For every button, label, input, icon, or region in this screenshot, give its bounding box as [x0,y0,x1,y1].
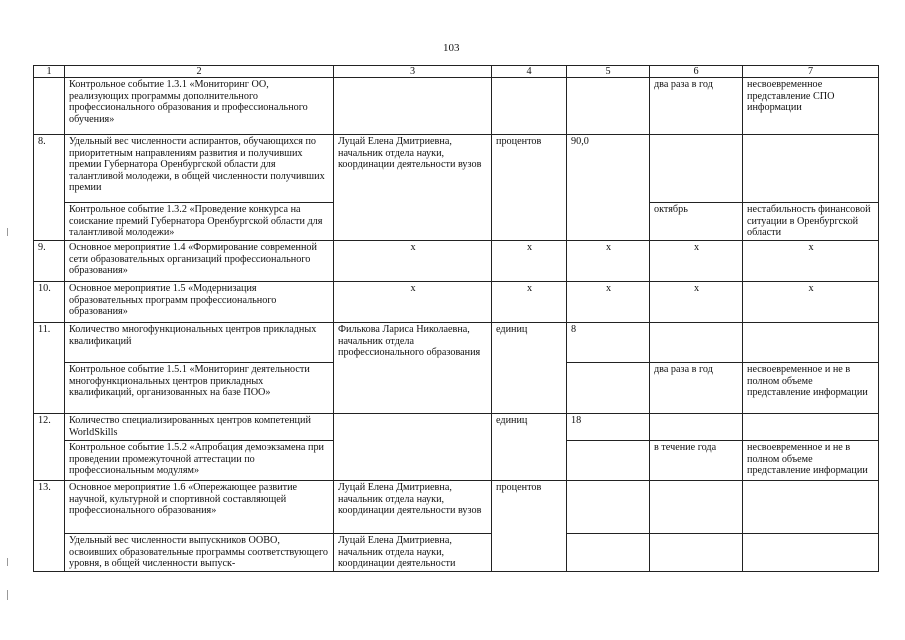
responsible-cell: Луцай Елена Дмитриевна, начальник отдела науки, координации деятельности вузов [334,481,492,534]
column-header: 4 [492,66,567,78]
indicator-text: Основное мероприятие 1.4 «Формирование современной сети образовательных организаций профессионального образования» [65,241,334,282]
row-number: 13. [34,481,65,572]
column-header: 5 [567,66,650,78]
na-mark: x [492,241,567,282]
period-cell [650,135,743,203]
risk-cell: несвоевременное представление СПО информации [743,78,879,135]
table-row [34,282,879,323]
period-cell: два раза в год [650,363,743,414]
value-cell [567,534,650,572]
value-cell [567,441,650,481]
risk-cell [743,323,879,363]
table-row [34,414,879,441]
control-event-text: Контрольное событие 1.5.1 «Мониторинг деятельности многофункциональных центров прикладных квалификаций, организованных на базе ПОО» [65,363,334,414]
indicator-text: Основное мероприятие 1.5 «Модернизация образовательных программ профессионального образования» [65,282,334,323]
column-header: 7 [743,66,879,78]
na-mark: x [743,241,879,282]
value-cell [567,363,650,414]
column-header: 2 [65,66,334,78]
row-number [34,78,65,135]
value-cell [567,78,650,135]
row-number: 11. [34,323,65,414]
period-cell [650,323,743,363]
table-row [34,135,879,203]
responsible-cell [334,78,492,135]
na-mark: x [567,241,650,282]
value-cell: 90,0 [567,135,650,241]
unit-cell: процентов [492,135,567,241]
period-cell: октябрь [650,203,743,241]
unit-cell: единиц [492,414,567,481]
period-cell: в течение года [650,441,743,481]
na-mark: x [650,241,743,282]
responsible-cell [334,414,492,481]
control-event-text: Контрольное событие 1.3.1 «Мониторинг ОО, реализующих программы дополнительного профессионального образования и профессионального обучения» [65,78,334,135]
column-header: 1 [34,66,65,78]
indicator-text: Удельный вес численности аспирантов, обучающихся по приоритетным направлениям развития и получивших премии Губернатора Оренбургской области для талантливой молодежи, в общей численности получивших премии [65,135,334,203]
na-mark: x [650,282,743,323]
unit-cell: единиц [492,323,567,414]
period-cell: два раза в год [650,78,743,135]
monitoring-table [33,65,879,572]
period-cell [650,414,743,441]
responsible-cell: Луцай Елена Дмитриевна, начальник отдела науки, координации деятельности [334,534,492,572]
unit-cell [492,78,567,135]
indicator-text: Основное мероприятие 1.6 «Опережающее развитие научной, культурной и спортивной составляющей профессионального образования» [65,481,334,534]
column-header: 3 [334,66,492,78]
table-row [34,78,879,135]
risk-cell [743,135,879,203]
risk-cell: нестабильность финансовой ситуации в Оренбургской области [743,203,879,241]
table-row [34,323,879,363]
value-cell: 8 [567,323,650,363]
scan-margin-mark [7,558,8,566]
indicator-text: Удельный вес численности выпускников ООВО, освоивших образовательные программы соответствующего уровня, в общей численности выпуск- [65,534,334,572]
header-row [34,66,879,78]
table-row [34,534,879,572]
responsible-cell: Филькова Лариса Николаевна, начальник отдела профессионального образования [334,323,492,414]
row-number: 9. [34,241,65,282]
value-cell: 18 [567,414,650,441]
na-mark: x [334,241,492,282]
risk-cell: несвоевременное и не в полном объеме представление информации [743,363,879,414]
period-cell [650,534,743,572]
indicator-text: Количество специализированных центров компетенций WorldSkills [65,414,334,441]
table-row [34,241,879,282]
row-number: 12. [34,414,65,481]
na-mark: x [334,282,492,323]
scan-margin-mark [7,590,8,600]
responsible-cell: Луцай Елена Дмитриевна, начальник отдела науки, координации деятельности вузов [334,135,492,241]
unit-cell: процентов [492,481,567,572]
risk-cell [743,414,879,441]
row-number: 8. [34,135,65,241]
control-event-text: Контрольное событие 1.3.2 «Проведение конкурса на соискание премий Губернатора Оренбургской области для талантливой молодежи» [65,203,334,241]
period-cell [650,481,743,534]
risk-cell [743,534,879,572]
row-number: 10. [34,282,65,323]
value-cell [567,481,650,534]
na-mark: x [743,282,879,323]
scan-margin-mark [7,228,8,236]
control-event-text: Контрольное событие 1.5.2 «Апробация демоэкзамена при проведении промежуточной аттестации по профессиональным модулям» [65,441,334,481]
indicator-text: Количество многофункциональных центров прикладных квалификаций [65,323,334,363]
na-mark: x [492,282,567,323]
na-mark: x [567,282,650,323]
page-number: 103 [443,42,460,54]
column-header: 6 [650,66,743,78]
risk-cell: несвоевременное и не в полном объеме представление информации [743,441,879,481]
table-row [34,481,879,534]
risk-cell [743,481,879,534]
